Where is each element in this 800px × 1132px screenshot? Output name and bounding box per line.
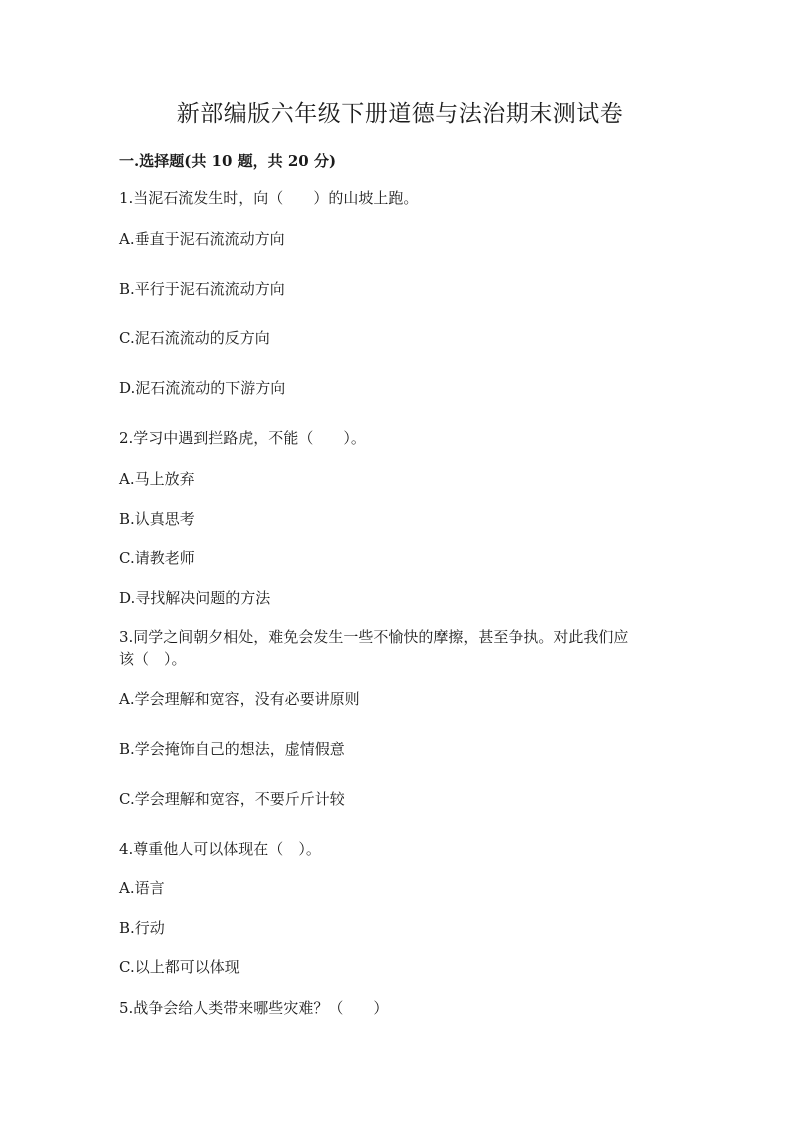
page-title: 新部编版六年级下册道德与法治期末测试卷: [176, 101, 624, 127]
question-3-option-a: A.学会理解和宽容，没有必要讲原则: [119, 690, 360, 708]
question-2-option-d: D.寻找解决问题的方法: [119, 589, 271, 607]
question-3-option-b: B.学会掩饰自己的想法，虚情假意: [119, 740, 345, 758]
question-2-option-c: C.请教老师: [119, 549, 195, 567]
question-1-option-d: D.泥石流流动的下游方向: [119, 379, 286, 397]
question-5-stem: 5.战争会给人类带来哪些灾难？（ ）: [119, 999, 389, 1017]
question-1-option-c: C.泥石流流动的反方向: [119, 329, 270, 347]
section-heading: 一.选择题(共 10 题，共 20 分): [119, 152, 337, 170]
question-3-option-c: C.学会理解和宽容，不要斤斤计较: [119, 790, 345, 808]
question-4-option-c: C.以上都可以体现: [119, 958, 240, 976]
question-4-stem: 4.尊重他人可以体现在（ ）。: [119, 840, 321, 858]
question-3-stem-line-1: 3.同学之间朝夕相处，难免会发生一些不愉快的摩擦，甚至争执。对此我们应: [119, 628, 629, 646]
question-2-option-a: A.马上放弃: [119, 470, 195, 488]
question-3-stem-line-2: 该（ ）。: [119, 650, 187, 668]
question-4-option-b: B.行动: [119, 919, 165, 937]
question-4-option-a: A.语言: [119, 879, 165, 897]
question-1-option-b: B.平行于泥石流流动方向: [119, 280, 285, 298]
question-1-option-a: A.垂直于泥石流流动方向: [119, 230, 285, 248]
question-1-stem: 1.当泥石流发生时，向（ ）的山坡上跑。: [119, 189, 419, 207]
question-2-option-b: B.认真思考: [119, 510, 195, 528]
question-2-stem: 2.学习中遇到拦路虎，不能（ ）。: [119, 429, 366, 447]
